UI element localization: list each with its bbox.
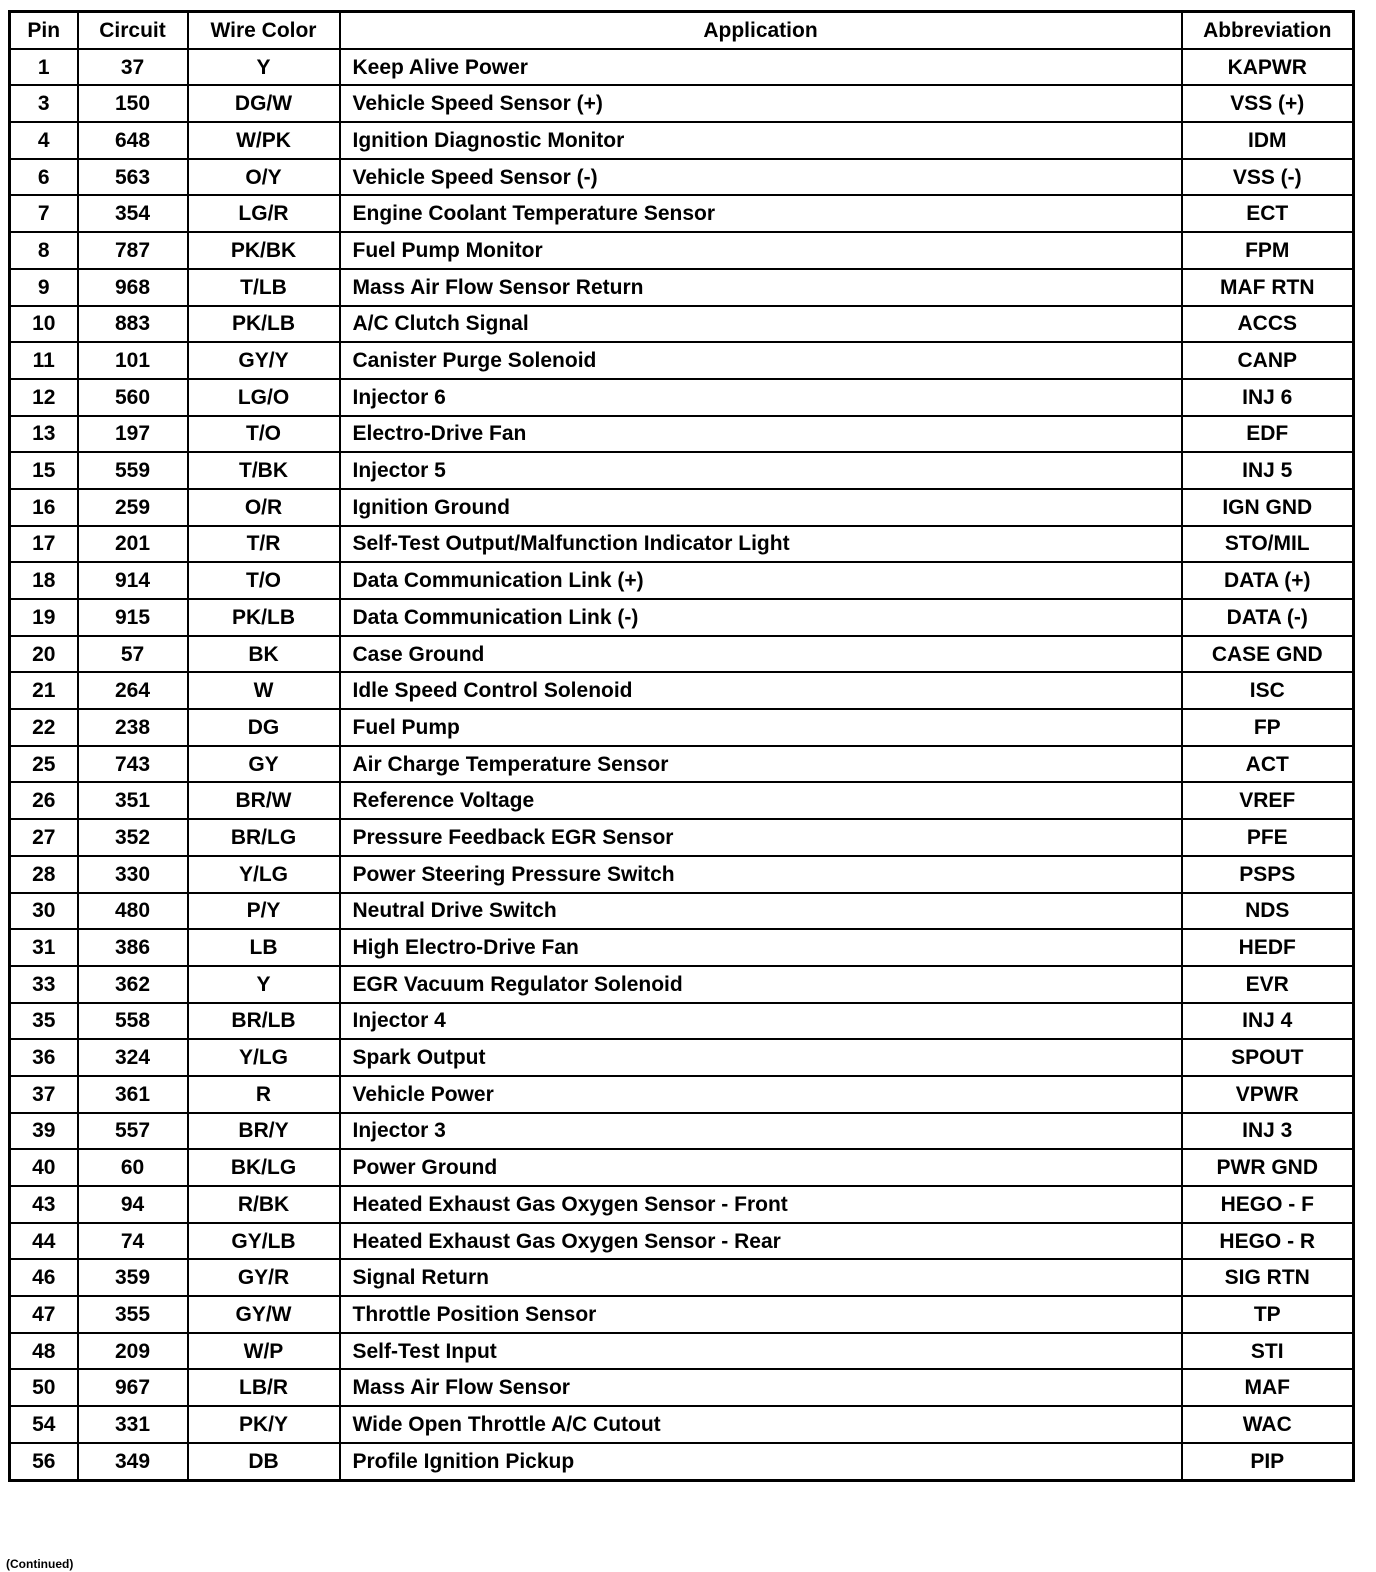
cell-wire-color: PK/LB [188,599,340,636]
cell-abbreviation: INJ 3 [1182,1113,1354,1150]
cell-circuit: 480 [78,893,188,930]
cell-circuit: 355 [78,1296,188,1333]
cell-application: EGR Vacuum Regulator Solenoid [340,966,1182,1003]
continued-note: (Continued) [6,1557,74,1571]
table-row [10,1223,1354,1260]
cell-application: Reference Voltage [340,782,1182,819]
cell-pin: 9 [10,269,78,306]
cell-abbreviation: MAF RTN [1182,269,1354,306]
cell-wire-color: BR/Y [188,1113,340,1150]
cell-abbreviation: SIG RTN [1182,1259,1354,1296]
cell-circuit: 331 [78,1406,188,1443]
cell-pin: 11 [10,342,78,379]
cell-abbreviation: INJ 6 [1182,379,1354,416]
cell-abbreviation: TP [1182,1296,1354,1333]
cell-abbreviation: VREF [1182,782,1354,819]
cell-abbreviation: HEGO - F [1182,1186,1354,1223]
cell-application: Fuel Pump Monitor [340,232,1182,269]
cell-pin: 25 [10,746,78,783]
cell-pin: 16 [10,489,78,526]
cell-pin: 6 [10,159,78,196]
cell-wire-color: Y/LG [188,1039,340,1076]
table-row [10,1333,1354,1370]
header-wire-color: Wire Color [188,12,340,49]
cell-wire-color: DB [188,1443,340,1480]
cell-pin: 19 [10,599,78,636]
cell-pin: 46 [10,1259,78,1296]
cell-pin: 27 [10,819,78,856]
table-row [10,489,1354,526]
cell-circuit: 57 [78,636,188,673]
cell-pin: 40 [10,1149,78,1186]
cell-application: Vehicle Speed Sensor (-) [340,159,1182,196]
cell-abbreviation: SPOUT [1182,1039,1354,1076]
cell-application: Wide Open Throttle A/C Cutout [340,1406,1182,1443]
cell-circuit: 330 [78,856,188,893]
cell-abbreviation: PSPS [1182,856,1354,893]
cell-wire-color: T/R [188,526,340,563]
cell-abbreviation: CANP [1182,342,1354,379]
cell-application: Data Communication Link (-) [340,599,1182,636]
cell-pin: 36 [10,1039,78,1076]
cell-wire-color: BK [188,636,340,673]
table-row [10,709,1354,746]
cell-wire-color: Y [188,49,340,86]
cell-application: Heated Exhaust Gas Oxygen Sensor - Rear [340,1223,1182,1260]
cell-wire-color: BR/LG [188,819,340,856]
cell-application: Mass Air Flow Sensor [340,1369,1182,1406]
cell-application: Electro-Drive Fan [340,416,1182,453]
cell-application: Signal Return [340,1259,1182,1296]
cell-wire-color: DG [188,709,340,746]
cell-application: Idle Speed Control Solenoid [340,672,1182,709]
cell-application: Ignition Ground [340,489,1182,526]
cell-pin: 10 [10,306,78,343]
cell-wire-color: W/PK [188,122,340,159]
cell-wire-color: W [188,672,340,709]
cell-circuit: 197 [78,416,188,453]
cell-pin: 35 [10,1003,78,1040]
cell-abbreviation: VSS (-) [1182,159,1354,196]
table-row [10,195,1354,232]
cell-circuit: 259 [78,489,188,526]
cell-application: Throttle Position Sensor [340,1296,1182,1333]
table-row [10,1259,1354,1296]
cell-pin: 26 [10,782,78,819]
cell-application: Air Charge Temperature Sensor [340,746,1182,783]
cell-abbreviation: VPWR [1182,1076,1354,1113]
table-row [10,1149,1354,1186]
cell-application: Injector 5 [340,452,1182,489]
cell-pin: 48 [10,1333,78,1370]
cell-abbreviation: PFE [1182,819,1354,856]
cell-wire-color: Y [188,966,340,1003]
cell-pin: 30 [10,893,78,930]
header-pin: Pin [10,12,78,49]
cell-pin: 3 [10,85,78,122]
cell-pin: 37 [10,1076,78,1113]
cell-application: Spark Output [340,1039,1182,1076]
cell-pin: 33 [10,966,78,1003]
table-row [10,966,1354,1003]
cell-circuit: 264 [78,672,188,709]
cell-wire-color: DG/W [188,85,340,122]
cell-abbreviation: EVR [1182,966,1354,1003]
cell-circuit: 883 [78,306,188,343]
cell-application: Power Steering Pressure Switch [340,856,1182,893]
cell-abbreviation: ACCS [1182,306,1354,343]
table-row [10,636,1354,673]
cell-circuit: 787 [78,232,188,269]
cell-wire-color: Y/LG [188,856,340,893]
cell-pin: 7 [10,195,78,232]
header-abbreviation: Abbreviation [1182,12,1354,49]
cell-abbreviation: INJ 4 [1182,1003,1354,1040]
cell-circuit: 557 [78,1113,188,1150]
cell-wire-color: PK/Y [188,1406,340,1443]
table-row [10,746,1354,783]
cell-pin: 44 [10,1223,78,1260]
table-row [10,269,1354,306]
cell-pin: 13 [10,416,78,453]
cell-pin: 50 [10,1369,78,1406]
cell-pin: 8 [10,232,78,269]
cell-circuit: 359 [78,1259,188,1296]
cell-pin: 43 [10,1186,78,1223]
cell-pin: 1 [10,49,78,86]
cell-pin: 18 [10,562,78,599]
cell-application: Injector 4 [340,1003,1182,1040]
cell-circuit: 968 [78,269,188,306]
cell-circuit: 94 [78,1186,188,1223]
cell-application: Ignition Diagnostic Monitor [340,122,1182,159]
cell-wire-color: BR/W [188,782,340,819]
table-row [10,1369,1354,1406]
cell-application: Case Ground [340,636,1182,673]
cell-circuit: 209 [78,1333,188,1370]
table-row [10,1003,1354,1040]
cell-circuit: 386 [78,929,188,966]
table-row [10,562,1354,599]
cell-application: Mass Air Flow Sensor Return [340,269,1182,306]
table-row [10,342,1354,379]
cell-abbreviation: STI [1182,1333,1354,1370]
cell-abbreviation: HEDF [1182,929,1354,966]
cell-circuit: 351 [78,782,188,819]
cell-circuit: 150 [78,85,188,122]
cell-pin: 39 [10,1113,78,1150]
cell-wire-color: O/R [188,489,340,526]
cell-wire-color: LG/R [188,195,340,232]
cell-wire-color: GY/W [188,1296,340,1333]
cell-abbreviation: NDS [1182,893,1354,930]
cell-wire-color: T/O [188,416,340,453]
cell-pin: 21 [10,672,78,709]
cell-circuit: 648 [78,122,188,159]
cell-application: Pressure Feedback EGR Sensor [340,819,1182,856]
cell-wire-color: P/Y [188,893,340,930]
cell-abbreviation: PIP [1182,1443,1354,1480]
cell-circuit: 967 [78,1369,188,1406]
cell-circuit: 60 [78,1149,188,1186]
table-row [10,1406,1354,1443]
pin-assignment-table [8,10,1355,1482]
cell-circuit: 559 [78,452,188,489]
cell-circuit: 349 [78,1443,188,1480]
table-row [10,1443,1354,1480]
cell-wire-color: R [188,1076,340,1113]
cell-application: Neutral Drive Switch [340,893,1182,930]
cell-application: Vehicle Speed Sensor (+) [340,85,1182,122]
cell-pin: 56 [10,1443,78,1480]
cell-circuit: 362 [78,966,188,1003]
cell-wire-color: PK/LB [188,306,340,343]
cell-abbreviation: ISC [1182,672,1354,709]
table-row [10,85,1354,122]
cell-circuit: 743 [78,746,188,783]
cell-abbreviation: FPM [1182,232,1354,269]
cell-wire-color: GY/R [188,1259,340,1296]
cell-application: A/C Clutch Signal [340,306,1182,343]
table-row [10,856,1354,893]
table-row [10,159,1354,196]
cell-wire-color: LB [188,929,340,966]
table-row [10,122,1354,159]
table-row [10,306,1354,343]
cell-abbreviation: FP [1182,709,1354,746]
cell-abbreviation: DATA (+) [1182,562,1354,599]
cell-circuit: 563 [78,159,188,196]
cell-application: Injector 6 [340,379,1182,416]
cell-circuit: 558 [78,1003,188,1040]
cell-pin: 28 [10,856,78,893]
cell-application: Data Communication Link (+) [340,562,1182,599]
cell-pin: 20 [10,636,78,673]
cell-wire-color: BK/LG [188,1149,340,1186]
cell-abbreviation: ECT [1182,195,1354,232]
cell-pin: 22 [10,709,78,746]
cell-application: Profile Ignition Pickup [340,1443,1182,1480]
cell-circuit: 324 [78,1039,188,1076]
cell-wire-color: LB/R [188,1369,340,1406]
cell-abbreviation: IGN GND [1182,489,1354,526]
cell-circuit: 361 [78,1076,188,1113]
cell-abbreviation: HEGO - R [1182,1223,1354,1260]
table-row [10,1186,1354,1223]
cell-wire-color: T/LB [188,269,340,306]
cell-circuit: 352 [78,819,188,856]
header-circuit: Circuit [78,12,188,49]
header-application: Application [340,12,1182,49]
cell-wire-color: GY/LB [188,1223,340,1260]
cell-pin: 47 [10,1296,78,1333]
table-row [10,599,1354,636]
table-row [10,452,1354,489]
table-row [10,819,1354,856]
cell-abbreviation: DATA (-) [1182,599,1354,636]
cell-abbreviation: PWR GND [1182,1149,1354,1186]
cell-wire-color: PK/BK [188,232,340,269]
cell-abbreviation: KAPWR [1182,49,1354,86]
cell-abbreviation: CASE GND [1182,636,1354,673]
table-row [10,49,1354,86]
cell-circuit: 201 [78,526,188,563]
cell-abbreviation: MAF [1182,1369,1354,1406]
cell-wire-color: R/BK [188,1186,340,1223]
cell-application: Fuel Pump [340,709,1182,746]
cell-application: Self-Test Input [340,1333,1182,1370]
cell-pin: 17 [10,526,78,563]
cell-application: Engine Coolant Temperature Sensor [340,195,1182,232]
table-row [10,232,1354,269]
cell-wire-color: GY/Y [188,342,340,379]
cell-pin: 15 [10,452,78,489]
cell-application: Self-Test Output/Malfunction Indicator Light [340,526,1182,563]
table-row [10,1113,1354,1150]
table-row [10,782,1354,819]
cell-abbreviation: STO/MIL [1182,526,1354,563]
table-row [10,1076,1354,1113]
cell-wire-color: W/P [188,1333,340,1370]
cell-wire-color: BR/LB [188,1003,340,1040]
cell-circuit: 74 [78,1223,188,1260]
cell-application: Vehicle Power [340,1076,1182,1113]
cell-application: Keep Alive Power [340,49,1182,86]
cell-circuit: 238 [78,709,188,746]
cell-pin: 4 [10,122,78,159]
table-row [10,526,1354,563]
cell-application: Heated Exhaust Gas Oxygen Sensor - Front [340,1186,1182,1223]
cell-abbreviation: VSS (+) [1182,85,1354,122]
cell-circuit: 914 [78,562,188,599]
cell-wire-color: LG/O [188,379,340,416]
cell-abbreviation: ACT [1182,746,1354,783]
table-row [10,1296,1354,1333]
cell-pin: 54 [10,1406,78,1443]
table-body [10,49,1354,1480]
cell-circuit: 354 [78,195,188,232]
cell-application: Power Ground [340,1149,1182,1186]
cell-wire-color: O/Y [188,159,340,196]
table-row [10,929,1354,966]
cell-wire-color: T/BK [188,452,340,489]
cell-wire-color: GY [188,746,340,783]
cell-pin: 31 [10,929,78,966]
cell-abbreviation: WAC [1182,1406,1354,1443]
cell-abbreviation: IDM [1182,122,1354,159]
cell-circuit: 915 [78,599,188,636]
cell-application: High Electro-Drive Fan [340,929,1182,966]
table-row [10,893,1354,930]
cell-application: Injector 3 [340,1113,1182,1150]
table-row [10,379,1354,416]
cell-circuit: 37 [78,49,188,86]
cell-circuit: 560 [78,379,188,416]
cell-pin: 12 [10,379,78,416]
table-row [10,1039,1354,1076]
cell-circuit: 101 [78,342,188,379]
header-row [10,12,1354,49]
cell-abbreviation: EDF [1182,416,1354,453]
table-row [10,416,1354,453]
cell-application: Canister Purge Solenoid [340,342,1182,379]
cell-abbreviation: INJ 5 [1182,452,1354,489]
table-row [10,672,1354,709]
cell-wire-color: T/O [188,562,340,599]
